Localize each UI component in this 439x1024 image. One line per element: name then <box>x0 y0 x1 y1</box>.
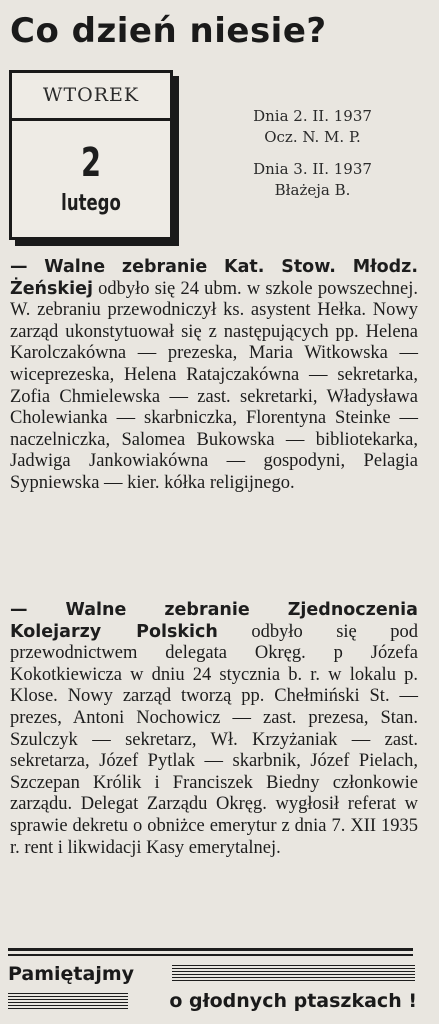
calendar-day-number: 2 <box>80 140 102 186</box>
calendar-month: lutego <box>61 191 121 216</box>
decorative-hatching <box>8 993 128 1011</box>
feast-date-2: Dnia 3. II. 1937 <box>253 160 372 178</box>
footer-slogan-line1: Pamiętajmy <box>8 963 135 985</box>
feast-days <box>190 106 435 201</box>
article-lead: — Walne zebranie Kat. Stow. Młodz. Żeńskiej <box>10 257 418 299</box>
article-railway-workers <box>10 600 418 859</box>
calendar-weekday: WTOREK <box>12 73 170 121</box>
article-body: odbyło się pod przewodnictwem delegata Okręg. p Józefa Kokotkiewicza w dniu 24 stycznia b. r. w lokalu p. Klose. Nowy zarząd tworzą pp. Chełmiński St. — prezes, Antoni Nochowicz — zast. prezesa, Stan. Szulczyk — sekretarz, Wł. Krzyżaniak — zast. sekretarza, Józef Pytlak — skarbnik, Józef Pielach, Szczepan Królik i Franciszek Biedny członkowie zarządu. Delegat Zarządu Okręg. wygłosił referat w sprawie dekretu o obniżce emerytur z dnia 7. XII 1935 r. rent i likwidacji Kasy emerytalnej. <box>10 621 418 858</box>
feast-name-1: Ocz. N. M. P. <box>264 128 361 146</box>
article-youth-association <box>10 257 418 495</box>
footer-slogan-line2: o głodnych ptaszkach ! <box>169 990 417 1012</box>
article-lead: — Walne zebranie Zjednoczenia Kolejarzy Polskich <box>10 600 418 642</box>
feast-date-1: Dnia 2. II. 1937 <box>253 107 372 125</box>
article-body: odbyło się 24 ubm. w szkole powszechnej. W. zebraniu przewodniczył ks. asystent Hełka. Nowy zarząd ukonstytuował się z następujących pp. Helena Karolczakówna — prezeska, Maria Witkowska — wiceprezeska, Helena Ratajczakówna — sekretarka, Zofia Chmielewska — zast. sekretarki, Władysława Cholewianka — skarbniczka, Florentyna Steinke — naczelniczka, Salomea Bukowska — bibliotekarka, Jadwiga Jankowiakówna — gospodyni, Pelagia Sypniewska — kier. kółka religijnego. <box>10 278 418 493</box>
divider-rule <box>8 948 413 951</box>
divider-rule <box>8 954 413 956</box>
calendar-box <box>9 70 173 240</box>
decorative-hatching <box>172 965 415 983</box>
feast-name-2: Błażeja B. <box>274 181 351 199</box>
column-headline: Co dzień niesie? <box>10 11 327 51</box>
